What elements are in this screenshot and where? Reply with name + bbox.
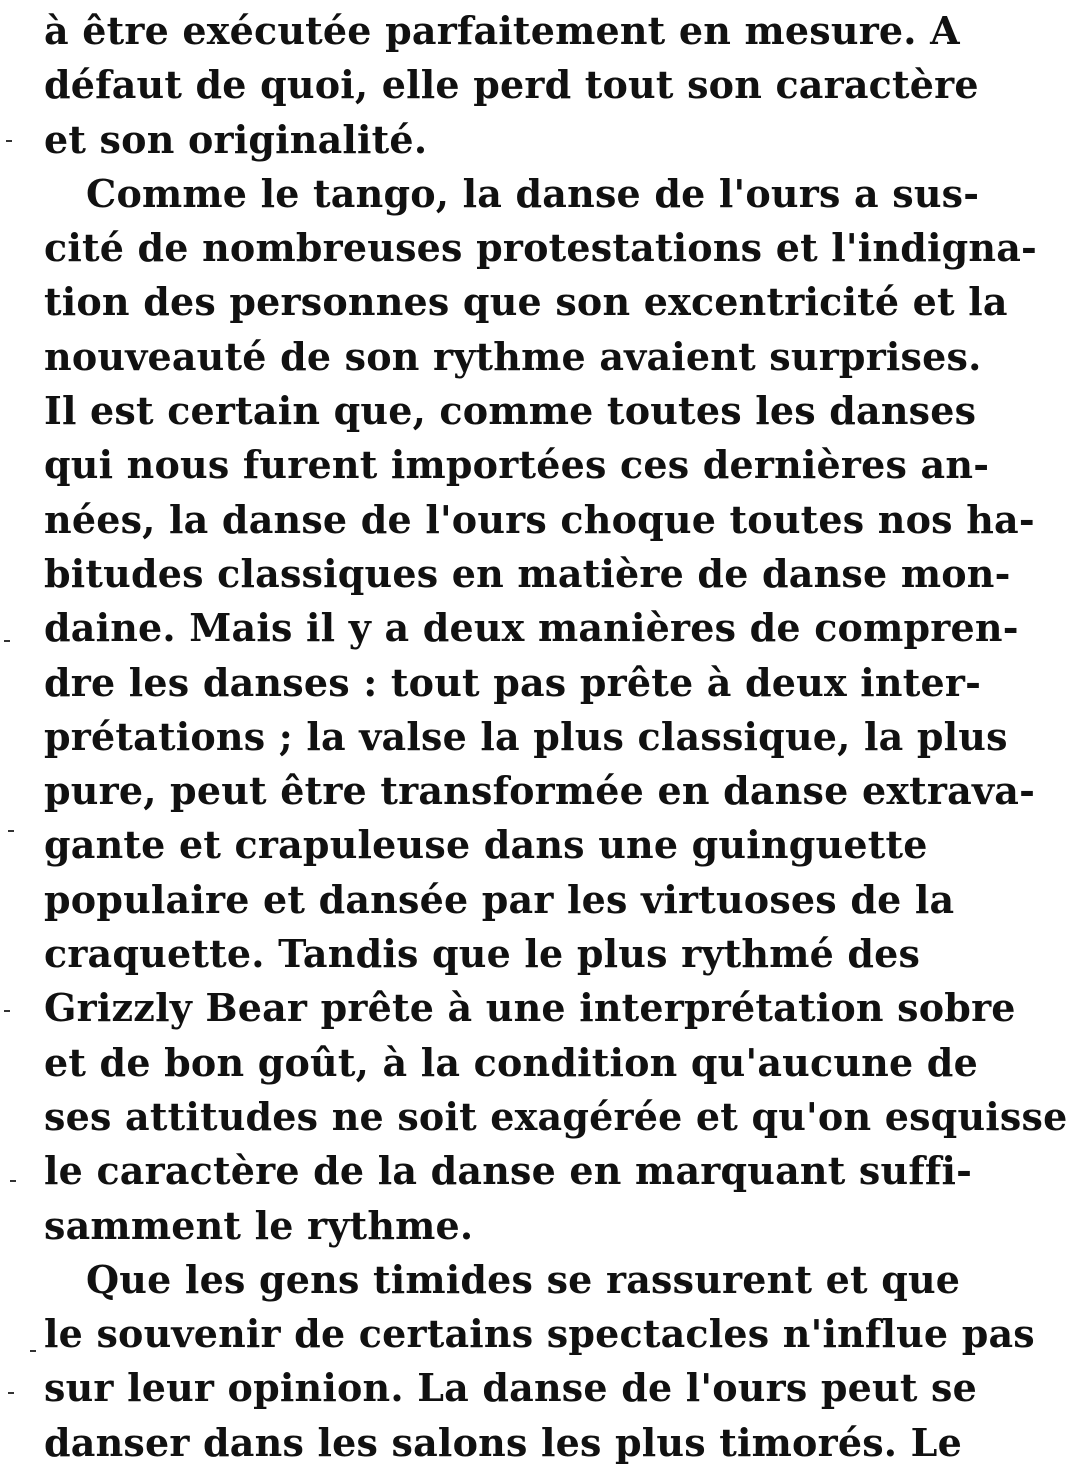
text-line-2: défaut de quoi, elle perd tout son caractère (44, 62, 979, 108)
text-line-22: le caractère de la danse en marquant suffi- (44, 1148, 973, 1194)
speck (4, 1010, 10, 1012)
text-line-20: et de bon goût, à la condition qu'aucune de (44, 1039, 978, 1085)
speck (6, 140, 12, 142)
text-line-17: populaire et dansée par les virtuoses de la (44, 876, 955, 922)
text-line-23: samment le rythme. (44, 1202, 474, 1248)
body-text (44, 4, 1067, 1470)
text-line-16: gante et crapuleuse dans une guinguette (44, 822, 928, 868)
speck (10, 1180, 16, 1182)
text-line-26: sur leur opinion. La danse de l'ours peut se (44, 1365, 977, 1411)
text-line-19: Grizzly Bear prête à une interprétation sobre (44, 985, 1016, 1031)
text-line-8: Il est certain que, comme toutes les danses (44, 388, 977, 434)
text-line-21: ses attitudes ne soit exagérée et qu'on esquisse (44, 1093, 1067, 1139)
text-line-6: tion des personnes que son excentricité et la (44, 279, 1008, 325)
speck (8, 830, 14, 832)
text-line-13: dre les danses : tout pas prête à deux inter- (44, 659, 982, 705)
text-line-1: à être exécutée parfaitement en mesure. A (44, 8, 960, 53)
speck (4, 640, 10, 642)
text-line-10: nées, la danse de l'ours choque toutes nos ha- (44, 496, 1035, 542)
speck (8, 1392, 14, 1394)
text-line-5: cité de nombreuses protestations et l'indigna- (44, 225, 1037, 271)
text-line-14: prétations ; la valse la plus classique, la plus (44, 713, 1008, 759)
text-line-3: et son originalité. (44, 116, 428, 162)
text-line-25: le souvenir de certains spectacles n'influe pas (44, 1311, 1035, 1357)
text-line-4: Comme le tango, la danse de l'ours a sus- (86, 170, 980, 216)
text-line-24: Que les gens timides se rassurent et que (86, 1256, 961, 1302)
text-line-18: craquette. Tandis que le plus rythmé des (44, 931, 921, 977)
text-line-15: pure, peut être transformée en danse extrava- (44, 768, 1036, 814)
text-line-11: bitudes classiques en matière de danse mon- (44, 550, 1011, 596)
text-line-9: qui nous furent importées ces dernières an- (44, 442, 990, 488)
speck (30, 1350, 36, 1352)
text-line-27: danser dans les salons les plus timorés. Le (44, 1419, 962, 1465)
text-line-7: nouveauté de son rythme avaient surprises. (44, 333, 982, 379)
text-line-12: daine. Mais il y a deux manières de compren- (44, 605, 1019, 651)
